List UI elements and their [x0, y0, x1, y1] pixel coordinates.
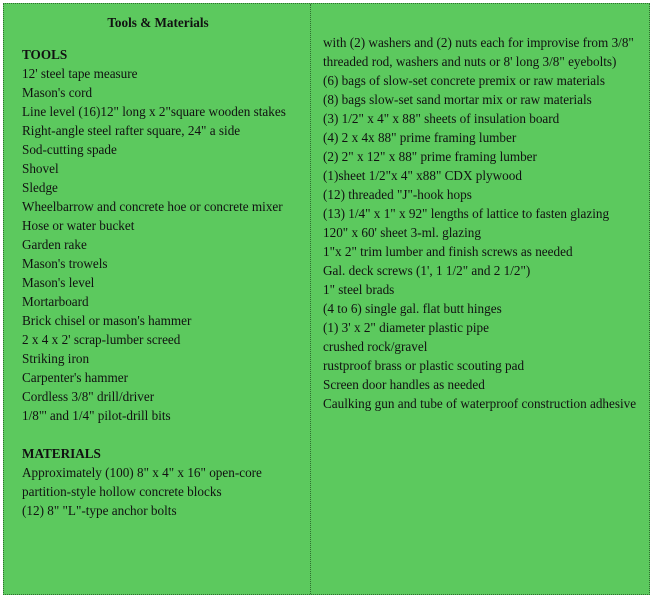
- material-item: (12) threaded "J"-hook hops: [323, 187, 472, 202]
- material-item: (2) 2" x 12" x 88" prime framing lumber: [323, 149, 537, 164]
- tool-item: Striking iron: [22, 351, 90, 366]
- material-item: (6) bags of slow-set concrete premix or raw materials: [323, 73, 605, 88]
- material-item: crushed rock/gravel: [323, 339, 428, 354]
- tool-item: Cordless 3/8" drill/driver: [22, 389, 155, 404]
- material-item: 120" x 60' sheet 3-ml. glazing: [323, 225, 481, 240]
- tool-item: Mason's level: [22, 275, 95, 290]
- tool-item: Wheelbarrow and concrete hoe or concrete mixer: [22, 199, 283, 214]
- material-item: (4 to 6) single gal. flat butt hinges: [323, 301, 502, 316]
- material-item: rustproof brass or plastic scouting pad: [323, 358, 525, 373]
- tool-item: Hose or water bucket: [22, 218, 135, 233]
- material-item: (1) 3' x 2" diameter plastic pipe: [323, 320, 489, 335]
- material-item: (13) 1/4" x 1" x 92" lengths of lattice to fasten glazing: [323, 206, 610, 221]
- tool-item: Brick chisel or mason's hammer: [22, 313, 192, 328]
- tool-item: Mason's cord: [22, 85, 93, 100]
- material-item: 1"x 2" trim lumber and finish screws as needed: [323, 244, 573, 259]
- material-item: with (2) washers and (2) nuts each for improvise from 3/8" threaded rod, washers and nuts or 8' long 3/8" eyebolts): [323, 35, 634, 69]
- material-item: Gal. deck screws (1', 1 1/2" and 2 1/2"): [323, 263, 531, 278]
- material-item: (1)sheet 1/2"x 4" x88" CDX plywood: [323, 168, 522, 183]
- tool-item: Carpenter's hammer: [22, 370, 129, 385]
- material-item: (12) 8" "L"-type anchor bolts: [22, 503, 177, 518]
- tool-item: Sledge: [22, 180, 58, 195]
- tool-item: Mason's trowels: [22, 256, 108, 271]
- material-item: (8) bags slow-set sand mortar mix or raw materials: [323, 92, 592, 107]
- left-column: [4, 4, 311, 594]
- page-title: Tools & Materials: [107, 15, 209, 30]
- materials-list-right: [323, 33, 641, 413]
- tools-list: [22, 64, 300, 425]
- material-item: Caulking gun and tube of waterproof construction adhesive: [323, 396, 637, 411]
- tool-item: Sod-cutting spade: [22, 142, 117, 157]
- tool-item: Line level (16)12" long x 2"square wooden stakes: [22, 104, 286, 119]
- tool-item: 12' steel tape measure: [22, 66, 138, 81]
- tool-item: 2 x 4 x 2' scrap-lumber screed: [22, 332, 181, 347]
- materials-list-left: [22, 463, 300, 520]
- tool-item: Garden rake: [22, 237, 87, 252]
- material-item: (3) 1/2" x 4" x 88" sheets of insulation board: [323, 111, 560, 126]
- materials-heading: MATERIALS: [22, 446, 101, 461]
- material-item: 1" steel brads: [323, 282, 395, 297]
- tool-item: Right-angle steel rafter square, 24" a side: [22, 123, 241, 138]
- right-column: [311, 4, 649, 594]
- material-item: (4) 2 x 4x 88" prime framing lumber: [323, 130, 517, 145]
- tool-item: 1/8"' and 1/4" pilot-drill bits: [22, 408, 171, 423]
- material-item: Approximately (100) 8" x 4" x 16" open-core partition-style hollow concrete blocks: [22, 465, 262, 499]
- tool-item: Shovel: [22, 161, 59, 176]
- tools-heading: TOOLS: [22, 47, 68, 62]
- material-item: Screen door handles as needed: [323, 377, 485, 392]
- tool-item: Mortarboard: [22, 294, 89, 309]
- tools-materials-box: [3, 3, 650, 595]
